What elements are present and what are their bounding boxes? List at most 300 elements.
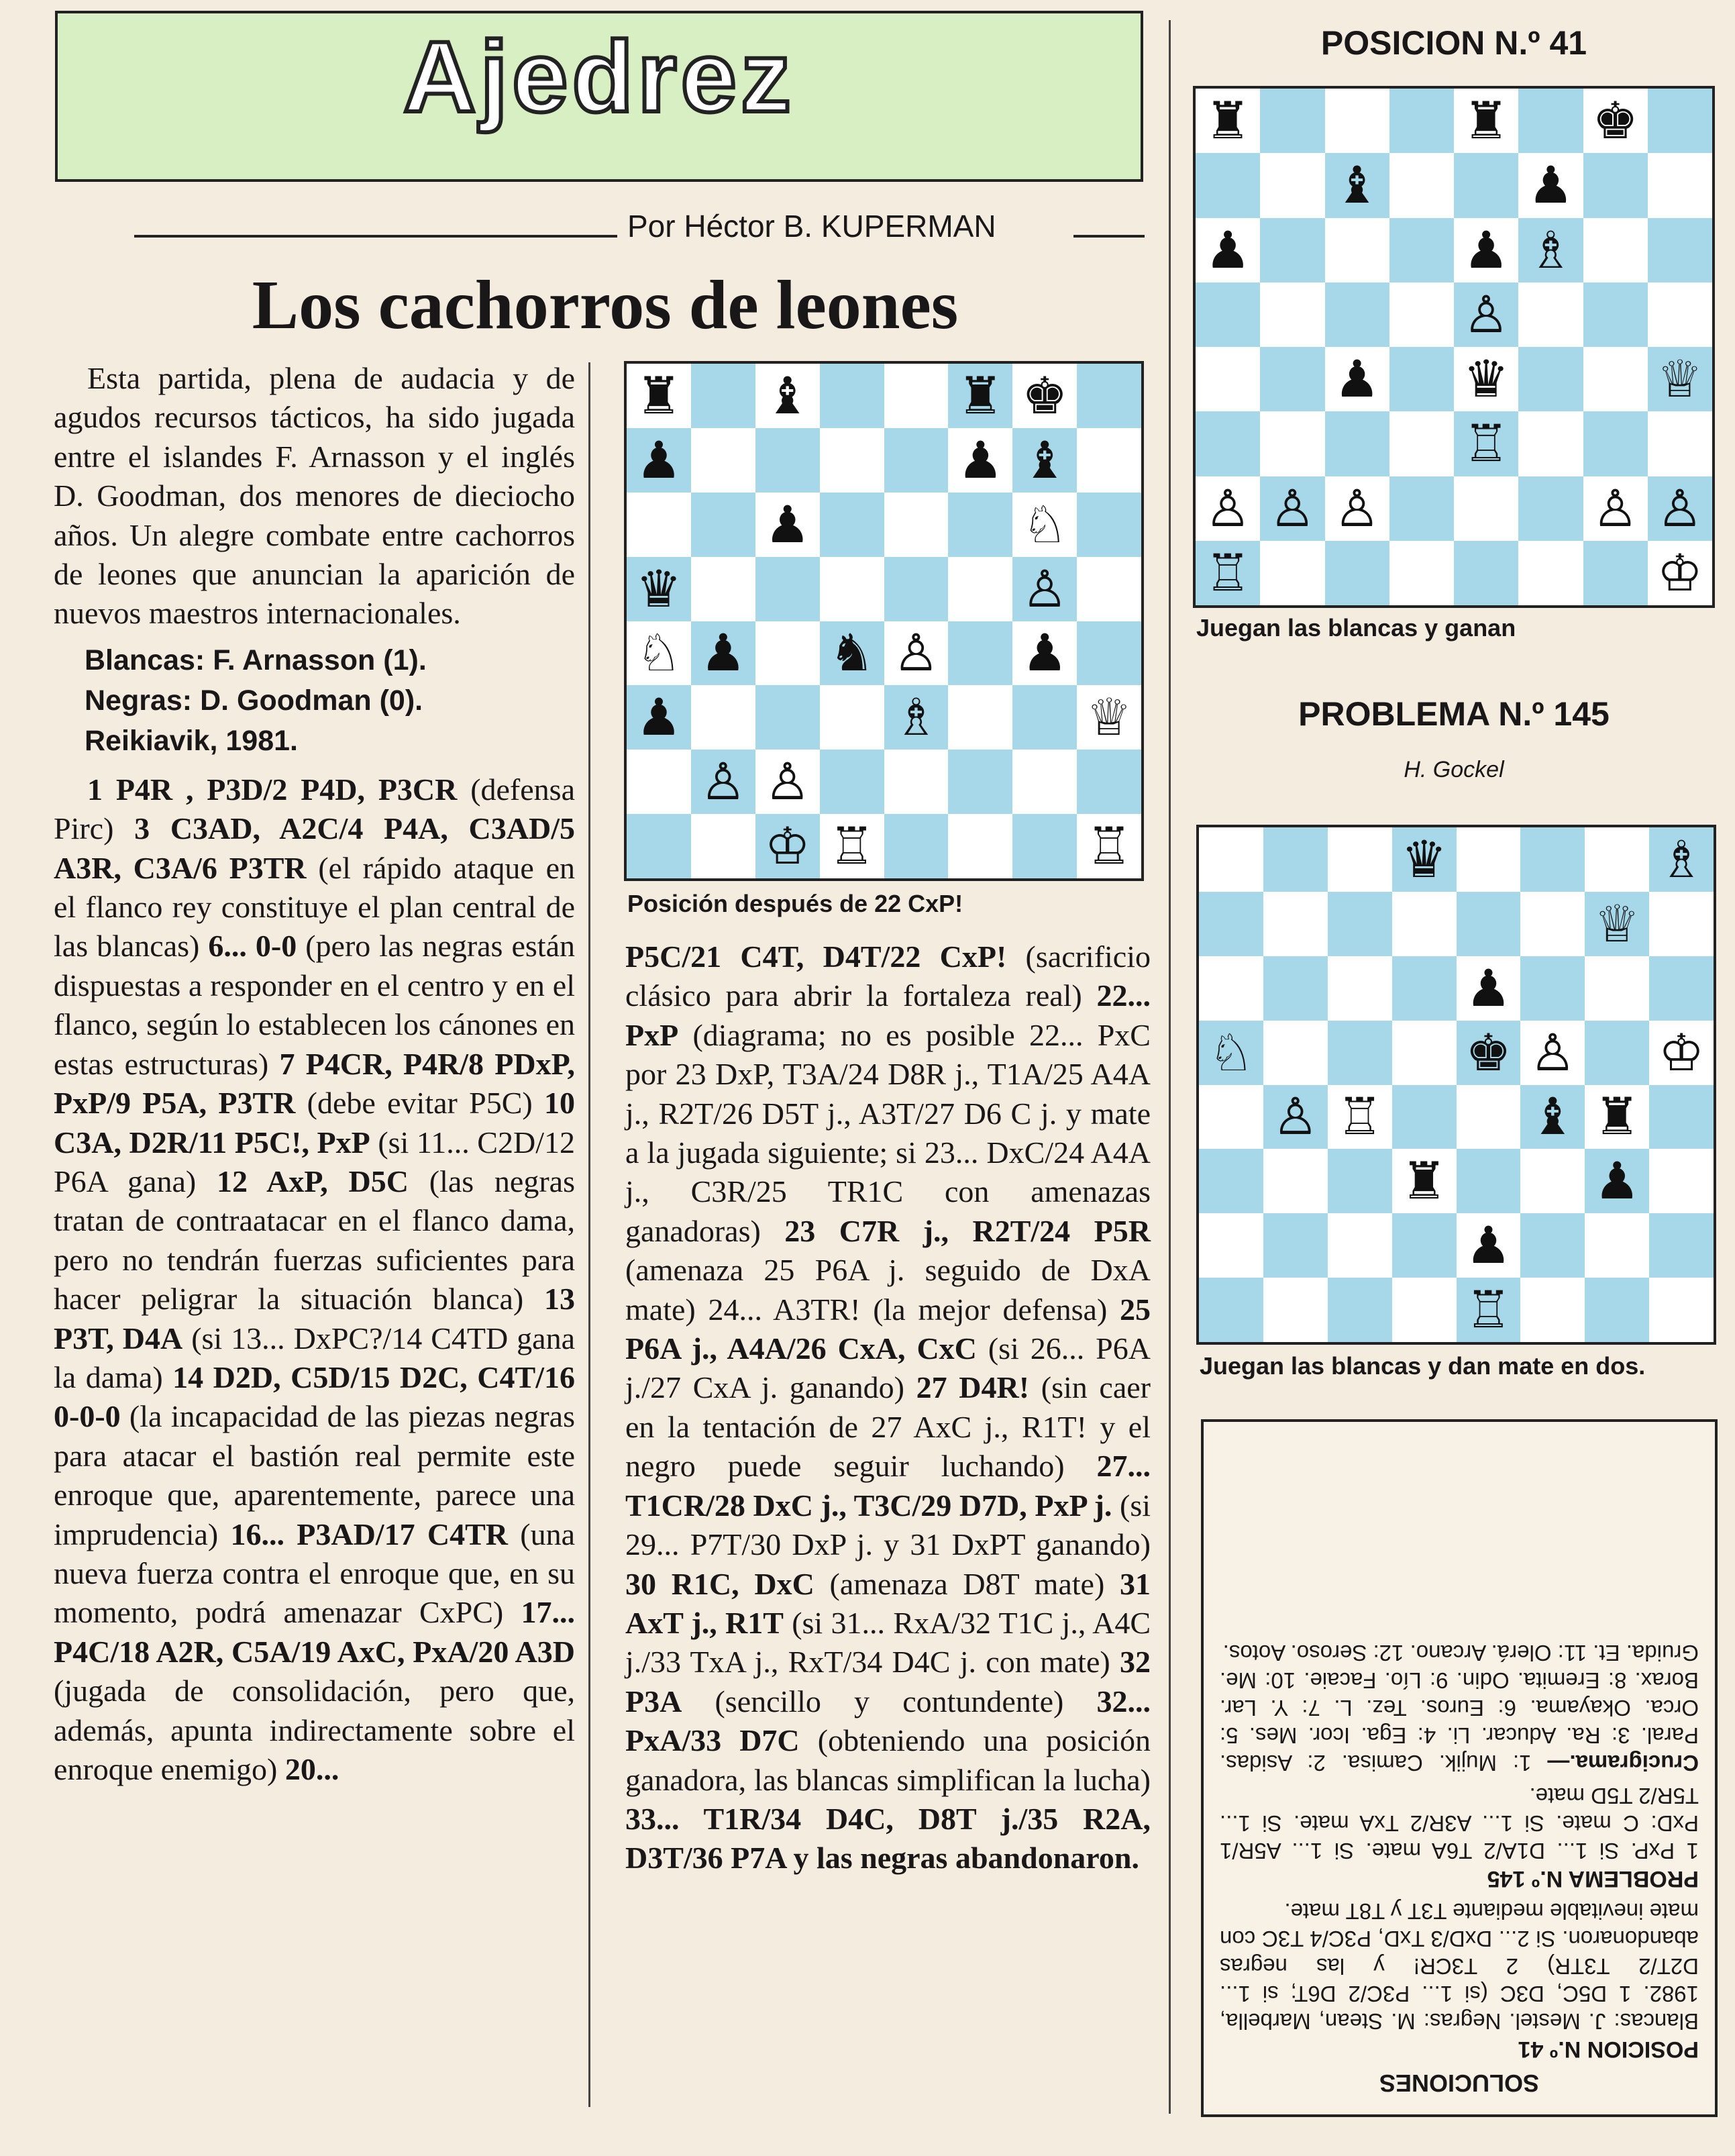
board-square [1260, 153, 1324, 217]
chess-diagram-after-move-22 [624, 361, 1144, 881]
board-square [820, 621, 884, 686]
board-square [627, 814, 691, 878]
move-notation: 23 C7R j., R2T/24 P5R [784, 1213, 1151, 1248]
move-notation: 17... P4C/18 A2R, C5A/19 AxC, PxA/20 A3D [54, 1595, 575, 1669]
board-square [1012, 814, 1077, 878]
move-commentary: (defensa Pirc) [54, 772, 575, 846]
board-square [1196, 411, 1260, 476]
board-square [1263, 1085, 1328, 1149]
board-square [1260, 89, 1324, 153]
white-player: Blancas: F. Arnasson (1). [85, 644, 427, 676]
board-square [1649, 1213, 1714, 1278]
board-square [1263, 827, 1328, 892]
board-square [1260, 476, 1324, 541]
board-square [1392, 827, 1457, 892]
board-square [1585, 1278, 1649, 1342]
board-square [1520, 892, 1585, 956]
solutions-content [1220, 1438, 1699, 2100]
board-square [1583, 541, 1648, 605]
move-notation: 27... T1CR/28 DxC j., T3C/29 D7D, PxP j. [625, 1449, 1151, 1523]
board-square [1328, 827, 1392, 892]
white-queen-icon: ♕ [1594, 893, 1640, 954]
board-square [1263, 1021, 1328, 1085]
board-square [1328, 956, 1392, 1021]
board-square [1012, 750, 1077, 814]
board-square [1457, 956, 1521, 1021]
move-notation: 13 P3T, D4A [54, 1282, 575, 1355]
board-square [1520, 956, 1585, 1021]
intro-paragraph: Esta partida, plena de audacia y de agudos recursos tácticos, ha sido jugada entre el islandes F. Arnasson y el inglés D. Goodman, dos menores de dieciocho años. Un alegre combate entre cachorros de leones que anuncian la aparición de nuevos maestros internacionales. [54, 361, 575, 631]
crossword-solution [1220, 1639, 1699, 1777]
board-square [627, 364, 691, 428]
byline-rule-right [1073, 235, 1145, 238]
move-commentary: (pero las negras están dispuestas a responder en el centro y en el flanco, según lo establecen los cánones en estas estructuras) [54, 929, 575, 1081]
board-square [1457, 1278, 1521, 1342]
board-square [1389, 283, 1454, 347]
board-square [1583, 153, 1648, 217]
board-square [1454, 153, 1518, 217]
board-square [1520, 1021, 1585, 1085]
move-commentary: (si 11... C2D/12 P6A gana) [54, 1125, 575, 1198]
black-rook-icon: ♜ [1463, 91, 1510, 151]
move-notation: 22... PxP [625, 978, 1151, 1052]
board-square [691, 621, 755, 686]
board-square [1583, 283, 1648, 347]
board-square [1392, 1085, 1457, 1149]
board-square [1583, 411, 1648, 476]
board-square [1199, 1278, 1263, 1342]
board-square [1648, 411, 1712, 476]
board-square [1649, 956, 1714, 1021]
board-square [1263, 1213, 1328, 1278]
black-pawn-icon: ♟ [1594, 1151, 1640, 1211]
white-pawn-icon: ♙ [1657, 478, 1703, 538]
board-square [1520, 1213, 1585, 1278]
board-square [884, 493, 949, 557]
board-square [1585, 1213, 1649, 1278]
white-knight-icon: ♘ [1022, 494, 1068, 554]
board-square [1585, 827, 1649, 892]
board-square [1196, 153, 1260, 217]
board-square [1199, 1149, 1263, 1213]
board-square [627, 428, 691, 493]
white-knight-icon: ♘ [635, 623, 682, 683]
board-square [691, 557, 755, 621]
move-notation: 33... T1R/34 D4C, D8T j./35 R2A, D3T/36 P7A y las negras abandonaron. [625, 1801, 1151, 1876]
white-king-icon: ♔ [1658, 1022, 1705, 1082]
board-square [1389, 476, 1454, 541]
board-square [691, 750, 755, 814]
board-square [755, 493, 820, 557]
game-moves-part-2 [625, 937, 1151, 1878]
board-square [1518, 283, 1583, 347]
board-square [627, 493, 691, 557]
board-square [627, 685, 691, 750]
black-bishop-icon: ♝ [1530, 1086, 1576, 1147]
board-square [1260, 541, 1324, 605]
board-square [755, 621, 820, 686]
black-pawn-icon: ♟ [700, 623, 746, 683]
white-rook-icon: ♖ [1465, 1280, 1512, 1340]
board-square [884, 428, 949, 493]
board-square [1325, 541, 1389, 605]
white-pawn-icon: ♙ [1205, 478, 1251, 538]
board-square [1389, 153, 1454, 217]
board-square [1518, 153, 1583, 217]
board-square [1263, 1278, 1328, 1342]
board-square [1583, 89, 1648, 153]
black-rook-icon: ♜ [957, 365, 1004, 425]
board-square [1648, 283, 1712, 347]
board-square [1518, 411, 1583, 476]
board-square [1012, 685, 1077, 750]
white-queen-icon: ♕ [1657, 349, 1703, 409]
board-square [1077, 814, 1141, 878]
white-rook-icon: ♖ [1336, 1086, 1383, 1147]
black-rook-icon: ♜ [1401, 1151, 1447, 1211]
move-commentary: (una nueva fuerza contra el enroque que, en su momento, podrá amenazar CxPC) [54, 1517, 575, 1630]
board-square [1325, 476, 1389, 541]
board-square [884, 621, 949, 686]
board-square [1454, 283, 1518, 347]
board-square [820, 428, 884, 493]
board-square [1518, 89, 1583, 153]
black-rook-icon: ♜ [635, 365, 682, 425]
board-square [1389, 347, 1454, 411]
board-square [1454, 541, 1518, 605]
solution-pos41-text: Blancas: J. Mestel. Negras: M. Stean, Marbella, 1982. 1 D5C, D3C (si 1... P3C/2 D6T; si 1... D2T/2 T3TR) 2 T3CR! y las negras abandonaron. Si 2... DxD/3 TxD, P3C/4 T3C con mate inevitable mediante T3T y T8T mate. [1220, 1899, 1699, 2034]
black-queen-icon: ♛ [635, 558, 682, 619]
board-square [1077, 750, 1141, 814]
move-commentary: (las negras tratan de contraatacar en el flanco dama, pero no tendrán fuerzas suficientes para hacer peligrar la situación blanca) [54, 1164, 575, 1317]
board-square [1325, 153, 1389, 217]
board-square [755, 685, 820, 750]
board-square [1012, 621, 1077, 686]
board-square [1196, 476, 1260, 541]
move-notation: 31 AxT j., R1T [625, 1566, 1151, 1640]
board-square [1648, 347, 1712, 411]
white-king-icon: ♔ [1657, 542, 1703, 603]
board-square [1012, 557, 1077, 621]
move-commentary: (debe evitar P5C) [295, 1086, 545, 1121]
board-square [948, 750, 1012, 814]
article-column-1 [54, 359, 575, 1789]
black-pawn-icon: ♟ [635, 429, 682, 490]
white-pawn-icon: ♙ [1592, 478, 1638, 538]
position-41-caption: Juegan las blancas y ganan [1196, 614, 1516, 641]
board-square [1392, 1278, 1457, 1342]
section-header [55, 11, 1143, 182]
black-pawn-icon: ♟ [1334, 349, 1380, 409]
solutions-title: SOLUCIONES [1379, 2069, 1540, 2097]
board-square [1518, 347, 1583, 411]
board-square [755, 750, 820, 814]
board-square [820, 557, 884, 621]
board-square [627, 750, 691, 814]
board-square [1199, 1021, 1263, 1085]
board-square [884, 685, 949, 750]
board-square [1454, 347, 1518, 411]
board-square [691, 428, 755, 493]
move-commentary: (sacrificio clásico para abrir la fortaleza real) [625, 939, 1151, 1013]
move-notation: 6... 0-0 [208, 929, 297, 964]
board-square [1454, 89, 1518, 153]
move-commentary: (sin caer en la tentación de 27 AxC j., R1T! y el negro puede seguir luchando) [625, 1370, 1151, 1484]
black-pawn-icon: ♟ [764, 494, 810, 554]
board-square [1648, 153, 1712, 217]
board-square [1328, 1213, 1392, 1278]
move-notation: 10 C3A, D2R/11 P5C!, PxP [54, 1086, 576, 1160]
board-square [1457, 1213, 1521, 1278]
black-king-icon: ♚ [1592, 91, 1638, 151]
board-square [884, 750, 949, 814]
board-square [1585, 892, 1649, 956]
diagram-caption: Posición después de 22 CxP! [627, 890, 963, 917]
black-rook-icon: ♜ [1205, 91, 1251, 151]
board-square [1585, 1085, 1649, 1149]
white-knight-icon: ♘ [1208, 1022, 1254, 1082]
board-square [1389, 541, 1454, 605]
move-notation: 32 P3A [625, 1645, 1151, 1718]
board-square [1454, 218, 1518, 283]
board-square [1077, 685, 1141, 750]
board-square [627, 557, 691, 621]
byline-rule-left [134, 235, 617, 238]
board-square [948, 428, 1012, 493]
board-square [1649, 1149, 1714, 1213]
white-pawn-icon: ♙ [1334, 478, 1380, 538]
board-square [1583, 218, 1648, 283]
board-square [884, 364, 949, 428]
white-pawn-icon: ♙ [1022, 558, 1068, 619]
board-square [1457, 892, 1521, 956]
move-commentary: (diagrama; no es posible 22... PxC por 23 DxP, T3A/24 D8R j., T1A/25 A4A j., R2T/26 D5T j., A3T/27 D6 C j. y mate a la jugada siguiente; si 23... DxC/24 A4A j., C3R/25 TR1C con amenazas ganadoras) [625, 1017, 1151, 1248]
board-square [948, 364, 1012, 428]
move-commentary: (si 13... DxPC?/14 C4TD gana la dama) [54, 1321, 576, 1394]
column-divider [1169, 20, 1171, 2114]
board-square [948, 685, 1012, 750]
white-pawn-icon: ♙ [764, 752, 810, 812]
white-bishop-icon: ♗ [893, 687, 939, 748]
black-bishop-icon: ♝ [1334, 155, 1380, 215]
board-square [1520, 1149, 1585, 1213]
black-pawn-icon: ♟ [1465, 1215, 1512, 1276]
board-square [884, 557, 949, 621]
solution-prob145-title: PROBLEMA N.º 145 [1487, 1866, 1699, 1892]
board-square [755, 557, 820, 621]
board-square [1196, 283, 1260, 347]
problem-145-title: PROBLEMA N.º 145 [1298, 695, 1610, 733]
chess-diagram-position-41 [1193, 86, 1715, 608]
white-pawn-icon: ♙ [893, 623, 939, 683]
black-rook-icon: ♜ [1594, 1086, 1640, 1147]
board-square [1648, 218, 1712, 283]
move-notation: 25 P6A j., A4A/26 CxA, CxC [625, 1292, 1151, 1366]
board-square [1199, 1213, 1263, 1278]
board-square [1196, 347, 1260, 411]
move-commentary: (sencillo y contundente) [682, 1684, 1097, 1718]
black-player: Negras: D. Goodman (0). [85, 684, 423, 717]
board-square [948, 493, 1012, 557]
article-column-2 [625, 937, 1151, 1878]
board-square [1328, 1278, 1392, 1342]
move-notation: 7 P4CR, P4R/8 PDxP, PxP/9 P5A, P3TR [54, 1046, 575, 1121]
white-pawn-icon: ♙ [1269, 478, 1316, 538]
black-pawn-icon: ♟ [1022, 623, 1068, 683]
black-king-icon: ♚ [1022, 365, 1068, 425]
board-square [1585, 956, 1649, 1021]
move-commentary: (si 26... P6A j./27 CxA j. ganando) [625, 1331, 1151, 1405]
board-square [1260, 218, 1324, 283]
board-square [820, 685, 884, 750]
board-square [1585, 1149, 1649, 1213]
black-pawn-icon: ♟ [635, 687, 682, 748]
board-square [884, 814, 949, 878]
board-square [755, 814, 820, 878]
move-notation: 3 C3AD, A2C/4 P4A, C3AD/5 A3R, C3A/6 P3TR [54, 811, 575, 885]
move-commentary: (amenaza 25 P6A j. seguido de DxA mate) 24... A3TR! (la mejor defensa) [625, 1253, 1151, 1327]
crossword-title: Crucigrama.— [1547, 1751, 1699, 1776]
board-square [1328, 1021, 1392, 1085]
black-pawn-icon: ♟ [1528, 155, 1574, 215]
solution-prob145-text: 1 PxP. Si 1... D1A/2 T6A mate. Si 1... A5R/1 PxD: C mate. Si 1... A3R/2 TxA mate. Si 1... T5R/2 T5D mate. [1220, 1784, 1699, 1863]
board-square [1077, 364, 1141, 428]
white-king-icon: ♔ [764, 816, 810, 876]
white-rook-icon: ♖ [1086, 816, 1133, 876]
board-square [820, 364, 884, 428]
board-square [691, 814, 755, 878]
board-square [1325, 347, 1389, 411]
white-bishop-icon: ♗ [1658, 829, 1705, 889]
board-square [1392, 1149, 1457, 1213]
board-square [1585, 1021, 1649, 1085]
board-square [1077, 557, 1141, 621]
board-square [1196, 541, 1260, 605]
black-queen-icon: ♛ [1463, 349, 1510, 409]
game-moves-part-1 [54, 770, 575, 1790]
board-square [1454, 476, 1518, 541]
board-square [755, 428, 820, 493]
black-bishop-icon: ♝ [1022, 429, 1068, 490]
board-square [1325, 283, 1389, 347]
black-pawn-icon: ♟ [1463, 219, 1510, 280]
black-knight-icon: ♞ [829, 623, 875, 683]
game-players [54, 640, 575, 761]
move-notation: 12 AxP, D5C [216, 1164, 409, 1198]
white-pawn-icon: ♙ [1463, 284, 1510, 344]
black-pawn-icon: ♟ [1465, 958, 1512, 1018]
black-pawn-icon: ♟ [957, 429, 1004, 490]
board-square [1457, 1021, 1521, 1085]
board-square [1199, 1085, 1263, 1149]
board-square [1649, 892, 1714, 956]
move-notation: 1 P4R , P3D/2 P4D, P3CR [87, 772, 458, 807]
board-square [691, 493, 755, 557]
chess-diagram-problem-145 [1196, 825, 1716, 1345]
move-notation: P5C/21 C4T, D4T/22 CxP! [625, 939, 1007, 974]
move-notation: 27 D4R! [916, 1370, 1030, 1405]
move-commentary: (si 29... P7T/30 DxP j. y 31 DxPT ganando) [625, 1488, 1151, 1562]
board-square [1389, 218, 1454, 283]
move-notation: 32... PxA/33 D7C [625, 1684, 1151, 1758]
white-queen-icon: ♕ [1086, 687, 1133, 748]
board-square [1199, 892, 1263, 956]
board-square [1457, 1149, 1521, 1213]
board-square [1392, 1021, 1457, 1085]
board-square [948, 814, 1012, 878]
board-square [1260, 411, 1324, 476]
board-square [1263, 1149, 1328, 1213]
board-square [1012, 428, 1077, 493]
board-square [1325, 89, 1389, 153]
board-square [1583, 476, 1648, 541]
board-square [1392, 892, 1457, 956]
game-venue: Reikiavik, 1981. [85, 724, 298, 757]
board-square [1325, 218, 1389, 283]
black-pawn-icon: ♟ [1205, 219, 1251, 280]
board-square [1392, 956, 1457, 1021]
board-square [1649, 1085, 1714, 1149]
board-square [1392, 1213, 1457, 1278]
board-square [1077, 493, 1141, 557]
move-commentary: (la incapacidad de las piezas negras para atacar el bastión real permite este enroque que, aparentemente, parece una imprudencia) [54, 1399, 575, 1551]
move-commentary: (jugada de consolidación, pero que, además, apunta indirectamente sobre el enroque enemigo) [54, 1674, 575, 1786]
board-square [1648, 476, 1712, 541]
move-notation: 30 R1C, DxC [625, 1566, 814, 1601]
article-headline: Los cachorros de leones [252, 266, 959, 344]
black-king-icon: ♚ [1465, 1022, 1512, 1082]
board-square [1263, 892, 1328, 956]
byline: Por Héctor B. KUPERMAN [627, 209, 996, 244]
move-notation: 20... [284, 1752, 339, 1786]
solutions-box [1201, 1419, 1718, 2117]
board-square [1518, 541, 1583, 605]
board-square [1518, 476, 1583, 541]
black-queen-icon: ♛ [1401, 829, 1447, 889]
board-square [1389, 89, 1454, 153]
problem-composer: H. Gockel [1404, 757, 1504, 782]
section-title: Ajedrez [403, 20, 795, 133]
position-41-title: POSICION N.º 41 [1320, 24, 1587, 62]
board-square [1457, 827, 1521, 892]
board-square [820, 814, 884, 878]
board-square [755, 364, 820, 428]
board-square [627, 621, 691, 686]
problem-145-caption: Juegan las blancas y dan mate en dos. [1200, 1352, 1646, 1380]
board-square [1328, 1149, 1392, 1213]
board-square [1648, 541, 1712, 605]
board-square [1260, 347, 1324, 411]
board-square [1077, 621, 1141, 686]
board-square [1520, 827, 1585, 892]
board-square [691, 685, 755, 750]
move-notation: 16... P3AD/17 C4TR [230, 1517, 508, 1551]
board-square [1649, 1021, 1714, 1085]
crossword-text: 1: Mujik. Camisa. 2: Asidas. Paral. 3: Ra. Aducar. Li. 4: Ega. Icor. Mes. 5: Orca. Okayama. 6: Euros. Tez. L. 7: Y. Lar. Borax. 8: Eremita. Odin. 9: Lío. Facaie. 10: Me. Gruida. Et. 11: Olerá. Arcano. 12: Seroso. Aotos. [1220, 1641, 1699, 1776]
board-square [1518, 218, 1583, 283]
move-commentary: (amenaza D8T mate) [814, 1566, 1120, 1601]
solution-pos41-title: POSICION N.º 41 [1518, 2037, 1699, 2062]
board-square [1454, 411, 1518, 476]
column-divider [588, 362, 590, 2107]
board-square [1263, 956, 1328, 1021]
board-square [1199, 827, 1263, 892]
board-square [948, 621, 1012, 686]
move-commentary: (si 31... RxA/32 T1C j., A4C j./33 TxA j., RxT/34 D4C j. con mate) [625, 1605, 1151, 1680]
white-rook-icon: ♖ [1205, 542, 1251, 603]
board-square [1520, 1085, 1585, 1149]
board-square [691, 364, 755, 428]
